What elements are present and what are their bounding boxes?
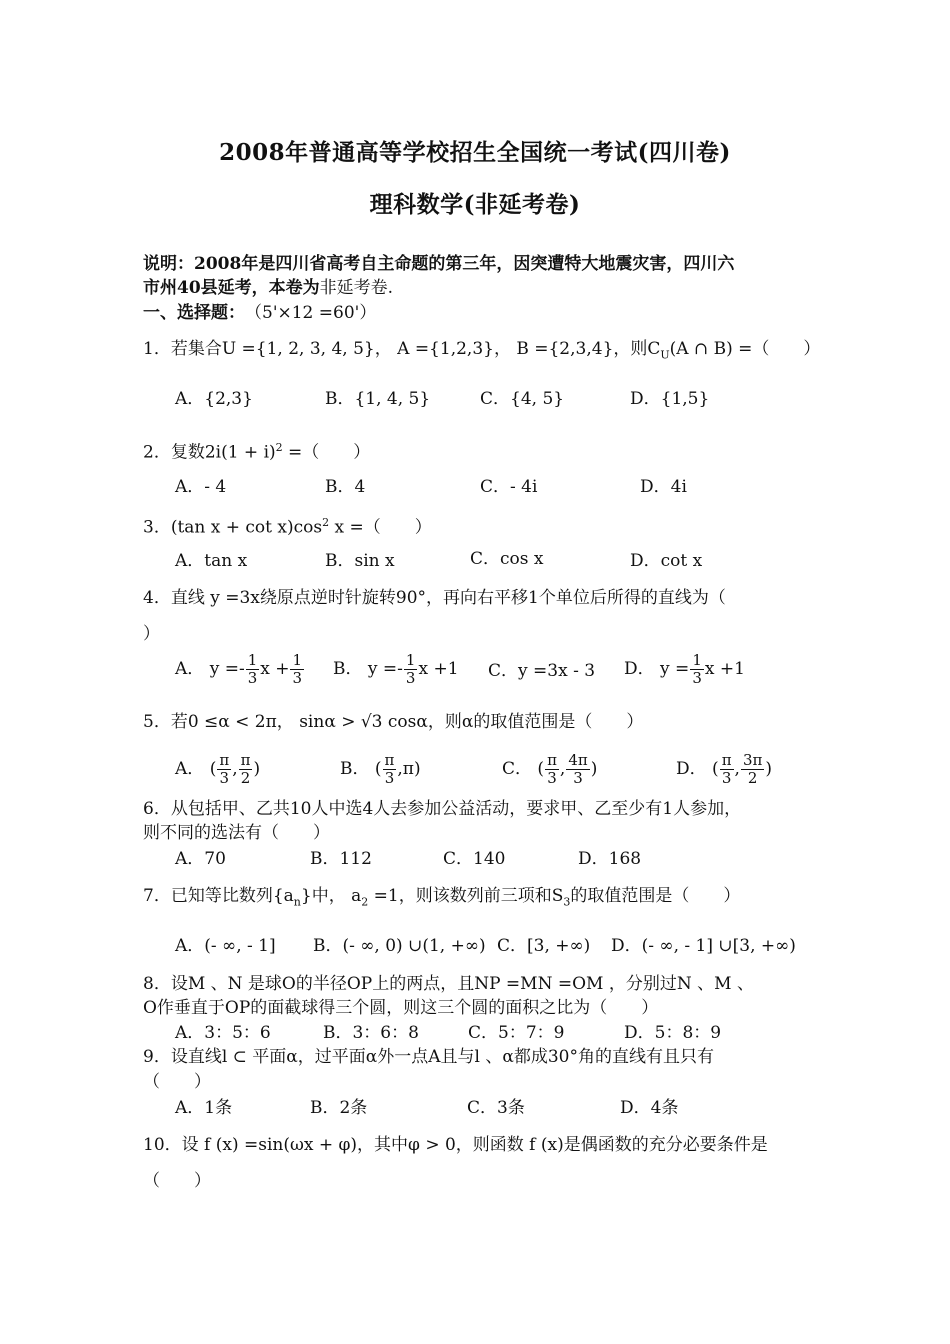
- q3-option-b[interactable]: B．sin x: [325, 551, 395, 571]
- q1-option-d[interactable]: D．{1,5}: [630, 389, 710, 409]
- q5-d-close: ): [765, 759, 772, 779]
- q4-d-den: 3: [692, 669, 702, 687]
- q7-option-d[interactable]: D．(- ∞, - 1] ∪[3, +∞): [611, 936, 796, 956]
- q4-a-num1: 1: [247, 651, 258, 669]
- q5-d-comma: ,: [734, 759, 740, 779]
- q7-stem: 7．已知等比数列{a: [143, 886, 294, 906]
- q5-b-open: (: [374, 759, 382, 779]
- q3-option-c[interactable]: C．cos x: [470, 549, 544, 569]
- q7-option-a[interactable]: A．(- ∞, - 1]: [175, 936, 276, 956]
- q7-stem-tail3: 的取值范围是（ ）: [570, 886, 741, 906]
- q5-a-comma: ,: [232, 759, 238, 779]
- q2-stem: 2．复数2i(1 + i): [143, 442, 276, 463]
- note-line-2-bold: 市州40县延考，本卷为: [143, 278, 320, 298]
- q5-d-num2: 3π: [742, 751, 763, 769]
- q4-option-b[interactable]: [333, 652, 459, 687]
- q4-b-prefix: y =-: [367, 659, 403, 679]
- q4-d-tail: x +1: [704, 659, 745, 679]
- q4-a-den1: 3: [247, 669, 258, 687]
- q1-sub: U: [660, 348, 670, 362]
- q9-option-d[interactable]: D．4条: [620, 1098, 679, 1118]
- q4-a-den2: 3: [292, 669, 303, 687]
- q4-d-prefix: y =: [660, 659, 690, 679]
- q7-sub-n: n: [293, 895, 301, 909]
- q7-option-c[interactable]: C．[3, +∞): [497, 936, 591, 956]
- q4-b-frac: [404, 652, 418, 687]
- q7-stem-tail: }中， a: [300, 886, 362, 906]
- question-6: 6．从包括甲、乙共10人中选4人去参加公益活动，要求甲、乙至少有1人参加，: [143, 799, 742, 819]
- question-4-cont: ）: [143, 624, 160, 644]
- q5-a-frac1: [217, 752, 231, 787]
- q1-option-b[interactable]: B．{1, 4, 5}: [325, 389, 431, 409]
- q5-a-den1: 3: [219, 769, 230, 787]
- q5-a-frac2: [239, 752, 253, 787]
- q3-option-d[interactable]: D．cot x: [630, 551, 703, 571]
- q5-d-frac1: [720, 752, 734, 787]
- q2-sup: 2: [275, 441, 283, 454]
- q5-c-frac1: [545, 752, 559, 787]
- question-6-cont: 则不同的选法有（ ）: [143, 823, 330, 843]
- note-line-1: 说明：2008年是四川省高考自主命题的第三年，因突遭特大地震灾害，四川六: [143, 254, 735, 274]
- q5-option-c[interactable]: [502, 752, 597, 787]
- q6-option-a[interactable]: A．70: [175, 849, 226, 869]
- q4-d-frac: [690, 652, 704, 687]
- question-10: 10．设 f (x) =sin(ωx + φ)，其中φ > 0，则函数 f (x)是偶函数的充分必要条件是: [143, 1135, 768, 1155]
- q5-a-num2: π: [240, 751, 251, 769]
- q2-option-b[interactable]: B．4: [325, 477, 366, 497]
- q8-option-d[interactable]: D．5：8：9: [624, 1023, 722, 1043]
- question-8: 8．设M 、N 是球O的半径OP上的两点，且NP =MN =OM ，分别过N 、M 、: [143, 974, 754, 994]
- q1-stem: 1．若集合U ={1, 2, 3, 4, 5}， A ={1,2,3}， B ={2,3,4}，则C: [143, 339, 661, 359]
- question-10-cont: （ ）: [143, 1171, 211, 1191]
- q6-option-d[interactable]: D．168: [578, 849, 642, 869]
- q1-stem-tail: (A ∩ B) =（ ）: [669, 339, 821, 359]
- q5-b-label: B．: [340, 759, 370, 779]
- q7-sub-2: 2: [361, 895, 369, 909]
- q6-option-b[interactable]: B．112: [310, 849, 372, 869]
- section-score: （5'×12 =60'）: [253, 303, 377, 323]
- q4-b-den: 3: [405, 669, 416, 687]
- q5-option-d[interactable]: [676, 752, 772, 787]
- note-line-2-normal: 非延考卷.: [319, 278, 394, 298]
- q4-d-label: D．: [624, 659, 655, 679]
- q2-stem-tail: =（ ）: [282, 442, 371, 463]
- q8-option-b[interactable]: B．3：6：8: [323, 1023, 419, 1043]
- question-4: 4．直线 y =3x绕原点逆时针旋转90°，再向右平移1个单位后所得的直线为（: [143, 588, 726, 608]
- q6-option-c[interactable]: C．140: [443, 849, 506, 869]
- question-9-cont: （ ）: [143, 1072, 211, 1092]
- q5-b-frac1: [383, 752, 397, 787]
- q8-option-a[interactable]: A．3：5：6: [175, 1023, 271, 1043]
- q5-b-num1: π: [384, 751, 395, 769]
- q5-c-label: C．: [502, 759, 533, 779]
- q4-a-label: A．: [175, 659, 205, 679]
- question-3: [143, 512, 432, 539]
- q4-option-c[interactable]: C．y =3x - 3: [488, 661, 596, 681]
- question-2: [143, 437, 370, 464]
- question-7: [143, 885, 740, 913]
- q5-a-open: (: [209, 759, 217, 779]
- q7-sub-3: 3: [563, 895, 571, 909]
- q3-stem-tail: x =（ ）: [329, 517, 432, 538]
- q8-option-c[interactable]: C．5：7：9: [468, 1023, 565, 1043]
- question-9: 9．设直线l ⊂ 平面α，过平面α外一点A且与l 、α都成30°角的直线有且只有: [143, 1047, 714, 1067]
- q5-option-a[interactable]: [175, 752, 260, 787]
- q4-a-frac2: [290, 652, 304, 687]
- q2-option-d[interactable]: D．4i: [640, 477, 687, 497]
- section-label: 一、选择题：: [143, 303, 237, 323]
- q5-a-num1: π: [219, 751, 230, 769]
- q2-option-a[interactable]: A．- 4: [175, 477, 227, 497]
- q1-option-a[interactable]: A．{2,3}: [175, 389, 253, 409]
- q4-a-prefix: y =-: [209, 659, 245, 679]
- q5-c-num1: π: [547, 751, 557, 769]
- q7-stem-tail2: =1，则该数列前三项和S: [368, 886, 564, 906]
- q9-option-b[interactable]: B．2条: [310, 1098, 368, 1118]
- q5-c-comma: ,: [559, 759, 566, 779]
- q5-a-close: ): [253, 759, 261, 779]
- q3-option-a[interactable]: A．tan x: [175, 551, 248, 571]
- q5-c-den1: 3: [547, 769, 557, 787]
- q4-b-num: 1: [405, 651, 416, 669]
- section-heading: [143, 302, 376, 324]
- q5-a-label: A．: [175, 759, 205, 779]
- q4-a-mid: x +: [260, 659, 290, 679]
- q5-a-den2: 2: [240, 769, 251, 787]
- q5-d-num1: π: [721, 751, 732, 769]
- q3-sup: 2: [322, 516, 330, 529]
- q5-c-den2: 3: [573, 769, 583, 787]
- q5-b-den1: 3: [384, 769, 395, 787]
- q9-option-c[interactable]: C．3条: [467, 1098, 525, 1118]
- q7-option-b[interactable]: B．(- ∞, 0) ∪(1, +∞): [313, 936, 486, 956]
- page-title: 2008年普通高等学校招生全国统一考试(四川卷): [219, 139, 731, 166]
- q4-a-num2: 1: [292, 651, 303, 669]
- q4-b-label: B．: [333, 659, 363, 679]
- q5-c-close: ): [590, 759, 598, 779]
- q5-d-frac2: [741, 752, 764, 787]
- q1-option-c[interactable]: C．{4, 5}: [480, 389, 565, 409]
- q5-c-num2: 4π: [568, 751, 588, 769]
- q4-option-d[interactable]: [624, 652, 745, 687]
- q5-c-open: (: [537, 759, 545, 779]
- q3-stem: 3．(tan x + cot x)cos: [143, 517, 323, 538]
- note-line-2: [143, 277, 393, 299]
- q2-option-c[interactable]: C．- 4i: [480, 477, 538, 497]
- q5-d-den2: 2: [747, 769, 758, 787]
- q4-option-a[interactable]: [175, 652, 305, 687]
- question-1: [143, 338, 820, 366]
- q5-d-label: D．: [676, 759, 707, 779]
- q4-a-frac1: [246, 652, 260, 687]
- question-8-cont: O作垂直于OP的面截球得三个圆，则这三个圆的面积之比为（ ）: [143, 998, 659, 1018]
- page-subtitle: 理科数学(非延考卷): [369, 191, 581, 218]
- q4-b-tail: x +1: [418, 659, 459, 679]
- q5-c-frac2: [566, 752, 589, 787]
- q5-d-den1: 3: [721, 769, 732, 787]
- q5-b-tail: ,π): [397, 759, 421, 779]
- q9-option-a[interactable]: A．1条: [175, 1098, 233, 1118]
- q5-option-b[interactable]: [340, 752, 421, 787]
- q5-d-open: (: [712, 759, 719, 779]
- q4-d-num: 1: [692, 651, 702, 669]
- question-5: 5．若0 ≤α < 2π， sinα > √3 cosα，则α的取值范围是（ ）: [143, 712, 644, 732]
